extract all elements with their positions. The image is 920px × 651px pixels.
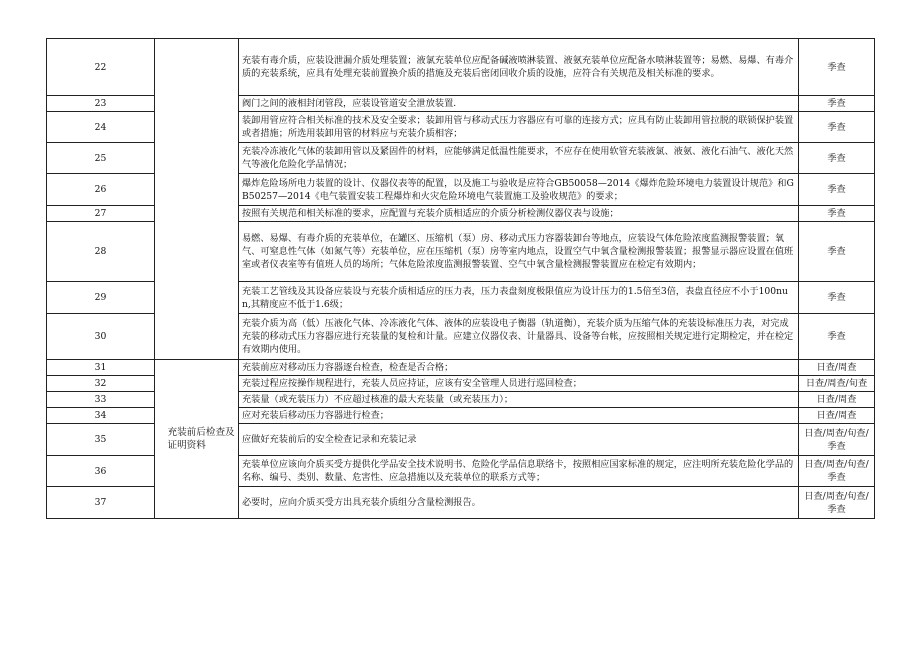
row-content-text: 易燃、易爆、有毒介质的充装单位，在罐区、压缩机（泵）房、移动式压力容器装卸台等地点，应装设气体危险浓度监测报警装置；氧气、可窒息性气体（如氮气等）充装单位，应在压缩机（泵）房等室内地点，设置空气中氧含量检测报警装置；报警显示器应设置在值班室或者仪表室等有值班人员的场所；气体危险浓度监测报警装置、空气中氧含量检测报警装置应在检定有效期内； <box>242 233 794 270</box>
row-content <box>239 174 799 206</box>
row-frequency: 季查 <box>799 314 875 360</box>
row-content <box>239 39 799 96</box>
row-content <box>239 143 799 174</box>
row-number: 28 <box>47 222 155 282</box>
row-number: 23 <box>47 96 155 112</box>
row-frequency: 季查 <box>799 174 875 206</box>
row-content <box>239 314 799 360</box>
row-content-text: 装卸用管应符合相关标准的技术及安全要求；装卸用管与移动式压力容器应有可靠的连接方式；应具有防止装卸用管拉脱的联锁保护装置或者措施；所选用装卸用管的材料应与充装介质相容； <box>242 115 794 139</box>
inspection-checklist-table <box>46 38 875 519</box>
category-cell-empty <box>155 39 239 360</box>
row-frequency: 季查 <box>799 206 875 222</box>
row-frequency: 季查 <box>799 222 875 282</box>
row-number: 22 <box>47 39 155 96</box>
row-content-text: 充装前应对移动压力容器逐台检查，检查是否合格； <box>242 362 454 373</box>
row-number: 37 <box>47 487 155 519</box>
row-content-text: 充装有毒介质，应装设泄漏介质处理装置；液氯充装单位应配备碱液喷淋装置、液氨充装单位应配备水喷淋装置等；易燃、易爆、有毒介质的充装系统，应具有处理充装前置换介质的措施及充装后密闭回收介质的设施，应符合有关规范及相关标准的要求。 <box>242 55 794 79</box>
category-label-cell <box>165 360 239 519</box>
table-row <box>47 39 875 96</box>
row-frequency: 日查/周查 <box>799 360 875 376</box>
row-content <box>239 376 799 392</box>
row-content <box>239 206 799 222</box>
row-content <box>239 360 799 376</box>
row-content-text: 充装冷冻液化气体的装卸用管以及紧固件的材料，应能够满足低温性能要求，不应存在使用软管充装液氯、液氨、液化石油气、液化天然气等液化危险化学品情况； <box>242 146 794 170</box>
row-frequency: 季查 <box>799 282 875 314</box>
row-number: 30 <box>47 314 155 360</box>
category-spacer <box>155 360 165 519</box>
row-content <box>239 96 799 112</box>
row-number: 29 <box>47 282 155 314</box>
row-number: 32 <box>47 376 155 392</box>
row-content-text: 按照有关规范和相关标准的要求，应配置与充装介质相适应的介质分析检测仪器仪表与设施； <box>242 208 619 219</box>
row-content <box>239 392 799 408</box>
row-number: 31 <box>47 360 155 376</box>
row-number: 33 <box>47 392 155 408</box>
table-row <box>47 360 875 376</box>
row-number: 27 <box>47 206 155 222</box>
row-content <box>239 424 799 456</box>
row-frequency: 季查 <box>799 39 875 96</box>
row-content-text: 应对充装后移动压力容器进行检查； <box>242 410 389 421</box>
row-number: 34 <box>47 408 155 424</box>
row-frequency: 日查/周查/旬查/季查 <box>799 487 875 519</box>
row-number: 26 <box>47 174 155 206</box>
row-content-text: 充装单位应该向介质买受方提供化学品安全技术说明书、危险化学品信息联络卡，按照相应国家标准的规定，应注明所充装危险化学品的名称、编号、类别、数量、危害性、应急措施以及充装单位的联系方式等； <box>242 459 794 483</box>
row-frequency: 日查/周查/旬查/季查 <box>799 424 875 456</box>
row-content <box>239 112 799 143</box>
row-frequency: 日查/周查/旬查 <box>799 376 875 392</box>
row-content-text: 阀门之间的液相封闭管段，应装设管道安全泄放装置. <box>242 98 457 109</box>
row-content-text: 应做好充装前后的安全检查记录和充装记录 <box>242 434 417 445</box>
row-number: 36 <box>47 456 155 487</box>
row-frequency: 季查 <box>799 143 875 174</box>
row-number: 35 <box>47 424 155 456</box>
row-content <box>239 408 799 424</box>
row-content-text: 必要时，应向介质买受方出具充装介质组分含量检测报告。 <box>242 497 481 508</box>
row-frequency: 日查/周查/旬查/季查 <box>799 456 875 487</box>
row-frequency: 日查/周查 <box>799 408 875 424</box>
row-content <box>239 487 799 519</box>
row-content <box>239 282 799 314</box>
row-frequency: 日查/周查 <box>799 392 875 408</box>
category-label: 充装前后检查及证明资料 <box>167 427 235 451</box>
row-content-text: 充装介质为高（低）压液化气体、冷冻液化气体、液体的应装设电子衡器（轨道衡），充装介质为压缩气体的充装设标准压力表，对完成充装的移动式压力容器应进行充装量的复检和计量。应建立仪器仪表、计量器具、设备等台帐，应按照相关规定进行定期检定，并在检定有效期内使用。 <box>242 318 794 355</box>
row-content-text: 爆炸危险场所电力装置的设计、仪器仪表等的配置，以及施工与验收是应符合GB50058—2014《爆炸危险环境电力装置设计规范》和GB50257—2014《电气装置安装工程爆炸和火灾危险环境电气装置施工及验收规范》的要求； <box>242 177 794 202</box>
row-content-text: 充装过程应按操作规程进行，充装人员应持证，应该有安全管理人员进行巡回检查； <box>242 378 582 389</box>
row-content <box>239 456 799 487</box>
row-number: 25 <box>47 143 155 174</box>
row-frequency: 季查 <box>799 96 875 112</box>
row-frequency: 季查 <box>799 112 875 143</box>
row-content <box>239 222 799 282</box>
row-content-text: 充装量（或充装压力）不应超过核准的最大充装量（或充装压力）； <box>242 394 514 405</box>
row-content-text: 充装工艺管线及其设备应装设与充装介质相适应的压力表，压力表盘刻度极限值应为设计压力的1.5倍至3倍，表盘直径应不小于100nun,其精度应不低于1.6级； <box>242 285 788 310</box>
row-number: 24 <box>47 112 155 143</box>
